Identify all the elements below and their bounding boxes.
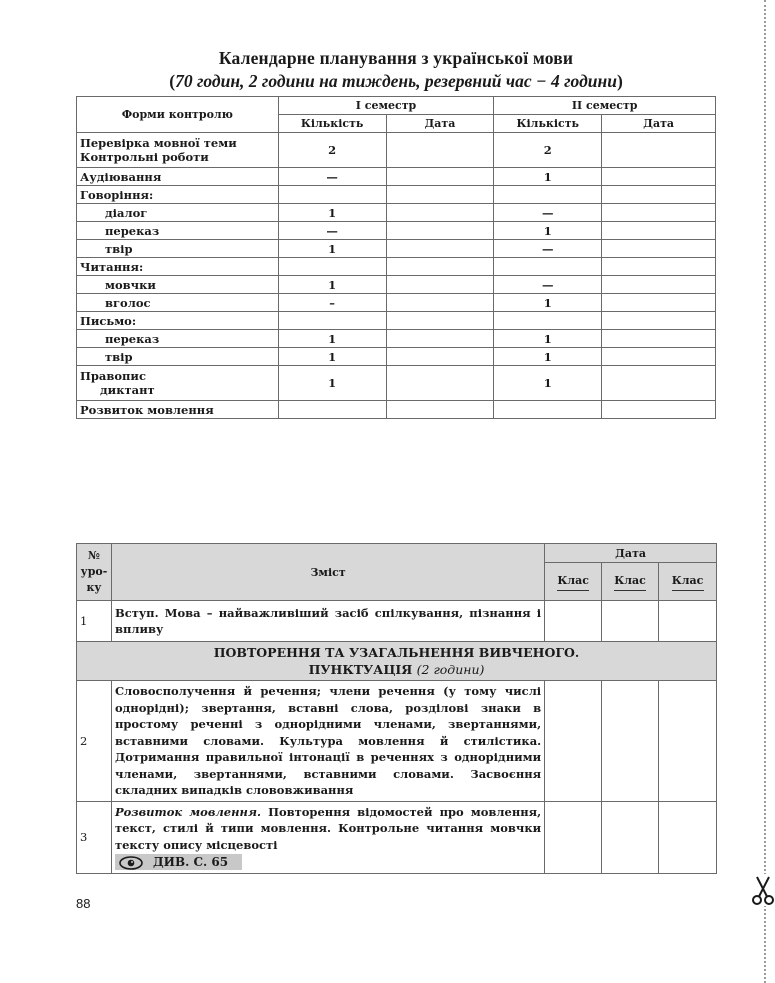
sem2-date [602,168,716,186]
header-count: Кількість [494,115,602,133]
sem1-count: 2 [278,133,386,168]
row-label: діалог [77,204,279,222]
sem2-count: 1 [494,366,602,401]
cut-line [764,0,766,983]
paren-open: ( [169,71,176,91]
class-date [602,801,659,873]
sem2-count: — [494,240,602,258]
sem1-date [386,186,494,204]
sem2-date [602,330,716,348]
page-reference[interactable] [115,854,242,870]
sem1-count: 1 [278,330,386,348]
row-label: Читання: [77,258,279,276]
page-title: Календарне планування з української мови [218,48,574,68]
reference-text: ДИВ. С. 65 [152,855,229,869]
table-row [77,204,716,222]
section-heading: ПОВТОРЕННЯ ТА УЗАГАЛЬНЕННЯ ВИВЧЕНОГО. ПУНКТУАЦІЯ (2 години) [77,642,717,681]
sem2-count [494,312,602,330]
table-row [77,276,716,294]
sem2-count: — [494,276,602,294]
sem1-date [386,294,494,312]
lesson-content: Словосполучення й речення; члени речення (у тому числі однорідні); звертання, вставні слова, розділові знаки в простому реченні з однорідними членами, звертаннями, вставними словами. Культура мовлення й стилістика. Дотримання правильної інтонації в реченнях з однорідними членами, звертаннями, вставними словами. Засвоєння складних випадків слововживання [111,681,544,802]
header-forms: Форми контролю [77,97,279,133]
sem2-count: 1 [494,294,602,312]
sem1-count [278,186,386,204]
sem2-date [602,276,716,294]
sem2-date [602,312,716,330]
sem2-count: 1 [494,330,602,348]
sem1-count: — [278,168,386,186]
sem2-date [602,401,716,419]
paren-close: ) [616,71,623,91]
section-row [77,642,717,681]
table-row [77,801,717,873]
lesson-number: 2 [77,681,112,802]
sem2-date [602,366,716,401]
sem1-date [386,312,494,330]
sem2-count: — [494,204,602,222]
table-row [77,186,716,204]
header-date: Дата [545,544,717,563]
class-date [659,801,717,873]
header-class: Клас [659,563,717,601]
table-row [77,366,716,401]
table-row [77,133,716,168]
sem1-count: – [278,294,386,312]
row-label: вголос [77,294,279,312]
class-date [545,681,602,802]
class-date [659,681,717,802]
sem2-count: 1 [494,348,602,366]
header-sem2: II семестр [494,97,716,115]
header-lesson-number: № уро- ку [77,544,112,601]
sem1-date [386,240,494,258]
table-row [77,312,716,330]
page-subtitle [76,71,716,92]
row-label: переказ [77,222,279,240]
sem1-count: 1 [278,240,386,258]
header-date: Дата [386,115,494,133]
sem2-count: 1 [494,222,602,240]
sem2-date [602,222,716,240]
sem2-count: 2 [494,133,602,168]
table-row [77,330,716,348]
sem1-count: — [278,222,386,240]
header-class: Клас [545,563,602,601]
row-label: мовчки [77,276,279,294]
row-label: твір [77,240,279,258]
row-label: Говоріння: [77,186,279,204]
sem1-count: 1 [278,204,386,222]
sem2-date [602,294,716,312]
sem2-count [494,401,602,419]
table-row [77,348,716,366]
sem1-date [386,348,494,366]
sem1-date [386,258,494,276]
header-date: Дата [602,115,716,133]
sem2-date [602,348,716,366]
sem1-date [386,330,494,348]
table-row [77,601,717,642]
sem2-date [602,258,716,276]
header-class: Клас [602,563,659,601]
control-table [76,96,716,419]
sem1-count: 1 [278,276,386,294]
class-date [602,601,659,642]
table-row [77,258,716,276]
table-row [77,222,716,240]
sem1-count [278,258,386,276]
scissors-icon [748,874,775,906]
sem1-date [386,366,494,401]
row-label: Розвиток мовлення [77,401,279,419]
sem2-date [602,240,716,258]
table-row [77,240,716,258]
table-row [77,168,716,186]
class-date [659,601,717,642]
class-date [545,601,602,642]
sem2-count [494,258,602,276]
lesson-number: 1 [77,601,112,642]
sem2-count [494,186,602,204]
row-label: Правопис диктант [77,366,279,401]
sem1-date [386,222,494,240]
row-label: Письмо: [77,312,279,330]
row-label: Аудіювання [77,168,279,186]
sem1-date [386,401,494,419]
sem1-count [278,312,386,330]
sem1-date [386,276,494,294]
table-row [77,681,717,802]
row-label: переказ [77,330,279,348]
header-content: Зміст [111,544,544,601]
lesson-content: Вступ. Мова – найважливіший засіб спілкування, пізнання і впливу [111,601,544,642]
sem1-date [386,204,494,222]
sem1-date [386,168,494,186]
sem1-count [278,401,386,419]
header-sem1: I семестр [278,97,494,115]
row-label: твір [77,348,279,366]
sem1-count: 1 [278,366,386,401]
lesson-table [76,543,717,874]
row-label: Перевірка мовної теми Контрольні роботи [77,133,279,168]
sem1-date [386,133,494,168]
sem1-count: 1 [278,348,386,366]
class-date [545,801,602,873]
page-number: 88 [76,896,91,911]
table-row [77,294,716,312]
sem2-count: 1 [494,168,602,186]
sem2-date [602,204,716,222]
table-row [77,401,716,419]
lesson-number: 3 [77,801,112,873]
subtitle-text: 70 годин, 2 години на тиждень, резервний час − 4 години [175,71,617,91]
class-date [602,681,659,802]
sem2-date [602,186,716,204]
lesson-content: Розвиток мовлення. Повторення відомостей про мовлення, текст, стилі й типи мовлення. Контрольне читання мовчки тексту опису місцевості ДИВ. С. 65 [111,801,544,873]
header-count: Кількість [278,115,386,133]
eye-icon [119,856,143,870]
sem2-date [602,133,716,168]
